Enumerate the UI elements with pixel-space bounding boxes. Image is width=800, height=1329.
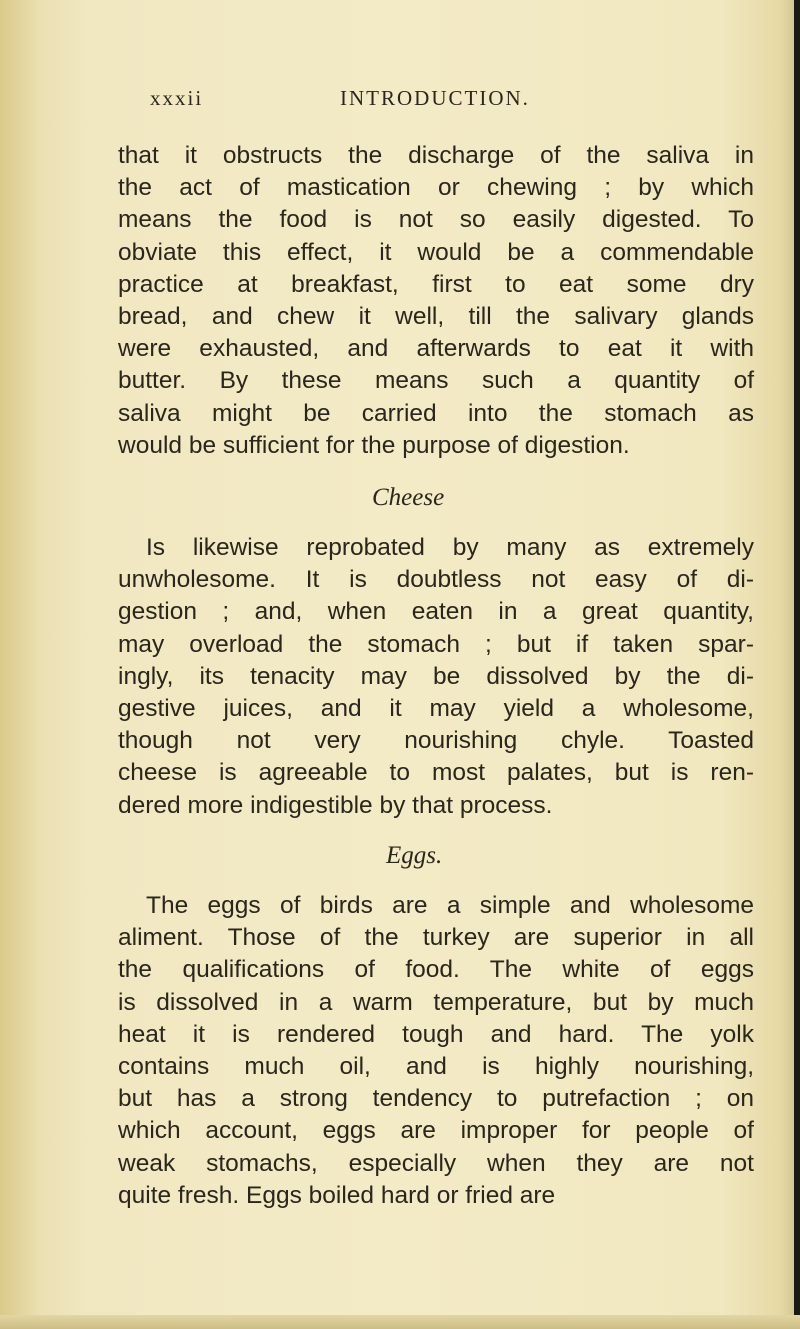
text-line: the qualifications of food. The white of eggs	[118, 956, 754, 984]
paragraph-saliva	[118, 140, 754, 462]
text-line: heat it is rendered tough and hard. The yolk	[118, 1020, 754, 1048]
text-line: practice at breakfast, first to eat some dry	[118, 270, 754, 298]
text-line: means the food is not so easily digested. To	[118, 206, 754, 234]
text-line: aliment. Those of the turkey are superior in all	[118, 924, 754, 952]
text-line: may overload the stomach ; but if taken spar-	[118, 630, 754, 658]
text-line: cheese is agreeable to most palates, but is ren-	[118, 759, 754, 787]
text-line: would be sufficient for the purpose of digestion.	[118, 431, 630, 459]
section-heading-cheese: Cheese	[372, 484, 445, 511]
text-line: gestive juices, and it may yield a wholesome,	[118, 695, 754, 723]
paragraph-eggs	[118, 890, 754, 1212]
text-line: quite fresh. Eggs boiled hard or fried are	[118, 1181, 556, 1209]
text-line: bread, and chew it well, till the salivary glands	[118, 303, 754, 331]
text-line: dered more indigestible by that process.	[118, 791, 553, 819]
page-edge-right	[794, 0, 800, 1329]
text-line: contains much oil, and is highly nourishing,	[118, 1053, 754, 1081]
text-line: the act of mastication or chewing ; by which	[118, 174, 754, 202]
running-title: INTRODUCTION.	[340, 86, 530, 110]
text-line: butter. By these means such a quantity of	[118, 367, 754, 395]
text-line: saliva might be carried into the stomach as	[118, 399, 754, 427]
text-line: obviate this effect, it would be a commendable	[118, 238, 754, 266]
text-line: is dissolved in a warm temperature, but by much	[118, 988, 754, 1016]
page-edge-bottom	[0, 1315, 800, 1329]
section-heading-eggs: Eggs.	[386, 842, 443, 869]
page-number: xxxii	[150, 86, 204, 110]
text-line: but has a strong tendency to putrefaction ; on	[118, 1085, 754, 1113]
text-line: unwholesome. It is doubtless not easy of di-	[118, 566, 754, 594]
text-line: which account, eggs are improper for people of	[118, 1117, 754, 1145]
running-header	[150, 86, 710, 116]
text-line: were exhausted, and afterwards to eat it with	[118, 335, 754, 363]
text-line: Is likewise reprobated by many as extremely	[146, 534, 754, 561]
text-line: weak stomachs, especially when they are not	[118, 1149, 754, 1177]
text-line: that it obstructs the discharge of the saliva in	[118, 142, 754, 169]
paragraph-cheese	[118, 532, 754, 822]
text-line: The eggs of birds are a simple and wholesome	[146, 892, 754, 919]
text-line: though not very nourishing chyle. Toasted	[118, 727, 754, 755]
text-line: ingly, its tenacity may be dissolved by the di-	[118, 662, 754, 690]
text-line: gestion ; and, when eaten in a great quantity,	[118, 598, 754, 626]
